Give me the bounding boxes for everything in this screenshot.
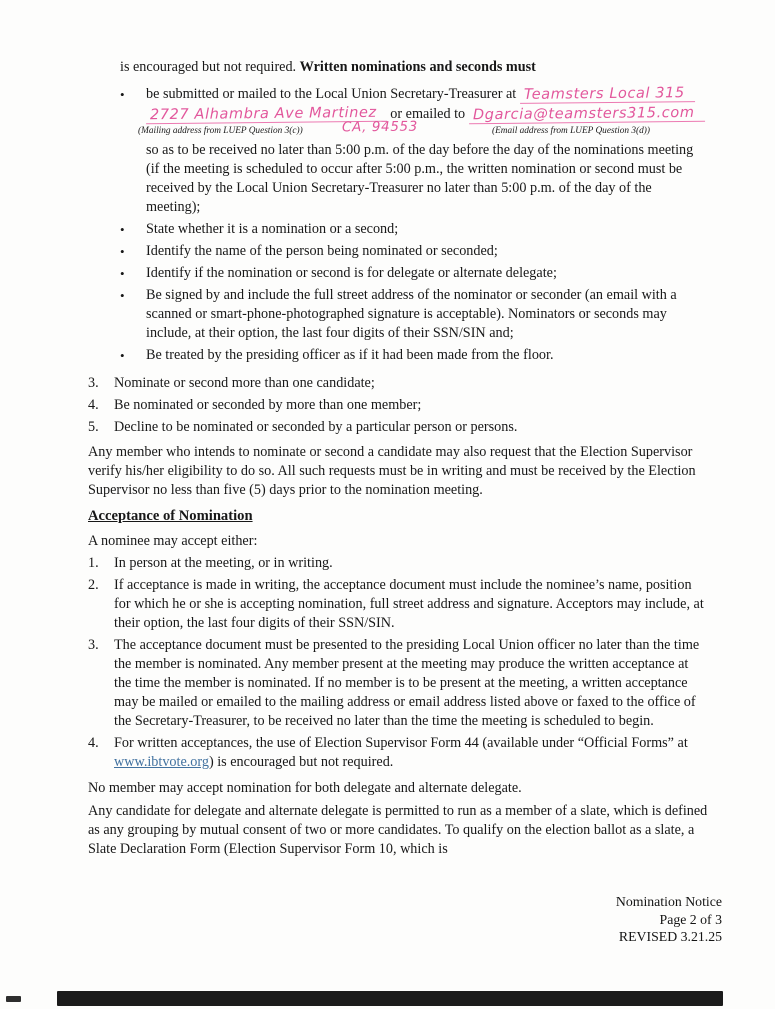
item-text: The acceptance document must be presented to the presiding Local Union officer no later than the time the member is nominated. Any member present at the meeting may produce the written acceptance at the time the member is nominated. If no member is to be present at the meeting, a written acceptance may be mailed or emailed to the mailing address or email address listed above or faxed to the office of the Secretary-Treasurer, to be received no later than the time the meeting is scheduled to begin. [114, 637, 700, 729]
accept-item-2 [88, 576, 775, 633]
document-body [0, 58, 775, 859]
bullet-treated-by-officer [120, 346, 775, 365]
bullet-state-nomination [120, 220, 775, 239]
item-text: Nominate or second more than one candidate; [114, 375, 375, 391]
item-number: 2. [88, 577, 99, 593]
bullet-icon: • [120, 348, 125, 363]
scan-artifact-dash [6, 996, 21, 1002]
accept-item-3 [88, 636, 775, 731]
bullet-text: Identify if the nomination or second is for delegate or alternate delegate; [146, 265, 557, 281]
email-address-field-label: (Email address from LUEP Question 3(d)) [492, 126, 650, 136]
paragraph-slate: Any candidate for delegate and alternate delegate is permitted to run as a member of a slate, which is defined as any grouping by mutual consent of two or more candidates. To qualify on the election ballot as a slate, a Slate Declaration Form (Election Supervisor Form 10, which is [88, 803, 708, 857]
item-number: 1. [88, 555, 99, 571]
paragraph-nominee-accept: A nominee may accept either: [88, 533, 258, 549]
bullet-identify-delegate [120, 264, 775, 283]
footer-revision-date: REVISED 3.21.25 [618, 929, 722, 944]
item-text: Decline to be nominated or seconded by a particular person or persons. [114, 419, 518, 435]
bullet-text: State whether it is a nomination or a second; [146, 221, 399, 237]
mailing-address-field-label: (Mailing address from LUEP Question 3(c)) [138, 126, 303, 136]
paragraph-no-member: No member may accept nomination for both delegate and alternate delegate. [88, 780, 522, 796]
scan-artifact-bar [57, 991, 723, 1006]
bullet-icon: • [120, 87, 125, 102]
written-bullet-line1 [146, 85, 766, 105]
page-footer [616, 893, 722, 946]
item-text: In person at the meeting, or in writing. [114, 555, 333, 571]
bullet-icon: • [120, 266, 125, 281]
accept-item-4 [88, 734, 775, 772]
accept-item-4-pre: For written acceptances, the use of Election Supervisor Form 44 (available under “Official Forms” at [114, 735, 688, 751]
item-text: Be nominated or seconded by more than one member; [114, 397, 422, 413]
accept-item-1 [88, 554, 775, 573]
bullet-text: Identify the name of the person being nominated or seconded; [146, 243, 498, 259]
bullet-written-submission [120, 85, 775, 217]
intro-line [120, 58, 775, 77]
ibtvote-link[interactable]: www.ibtvote.org [114, 754, 209, 770]
intro-bold-text: Written nominations and seconds must [299, 59, 536, 75]
bullet-icon: • [120, 288, 125, 303]
bullet-text: Be treated by the presiding officer as if it had been made from the floor. [146, 347, 554, 363]
numbered-item-4 [88, 396, 775, 415]
numbered-item-3 [88, 374, 775, 393]
intro-normal-text: is encouraged but not required. [120, 59, 300, 75]
written-bullet-mid: or emailed to [390, 106, 466, 122]
bullet-signed-address [120, 286, 775, 343]
written-bullet-tail: so as to be received no later than 5:00 p.m. of the day before the day of the nominations meeting (if the meeting is scheduled to occur after 5:00 p.m., the written nomination or second must be received by the Local Union Secretary-Treasurer no later than 5:00 p.m. of the day of the meeting); [146, 142, 694, 215]
footer-page-number: Page 2 of 3 [659, 911, 722, 927]
written-bullet-lead: be submitted or mailed to the Local Union Secretary-Treasurer at [146, 86, 517, 102]
item-number: 5. [88, 419, 99, 435]
item-text [114, 734, 706, 772]
paragraph-verify-eligibility: Any member who intends to nominate or second a candidate may also request that the Election Supervisor verify his/her eligibility to do so. All such requests must be in writing and must be received by the Election Supervisor no less than five (5) days prior to the nomination meeting. [88, 444, 696, 498]
handwritten-city-zip: CA, 94553 [341, 118, 418, 136]
bullet-icon: • [120, 222, 125, 237]
handwritten-email-address: Dgarcia@teamsters315.com [469, 106, 705, 124]
bullet-text: Be signed by and include the full street address of the nominator or seconder (an email with a scanned or smart-phone-photographed signature is acceptable). Nominators or seconds may include, at their option, the last four digits of their SSN/SIN and; [146, 287, 677, 341]
footer-doc-title: Nomination Notice [615, 894, 722, 909]
accept-item-4-post: ) is encouraged but not required. [208, 754, 394, 770]
section-heading-acceptance: Acceptance of Nomination [88, 508, 253, 524]
bullet-identify-name [120, 242, 775, 261]
item-text: If acceptance is made in writing, the acceptance document must include the nominee’s name, position for which he or she is accepting nomination, full street address and signature. Acceptors may include, at their option, the last four digits of their SSN/SIN. [114, 577, 704, 631]
numbered-item-5 [88, 418, 775, 437]
blank-field-labels [138, 118, 766, 138]
handwritten-mailing-address: 2727 Alhambra Ave Martinez [146, 106, 387, 125]
written-bullet-line2 [146, 105, 766, 125]
item-number: 4. [88, 397, 99, 413]
handwritten-union-name: Teamsters Local 315 [520, 86, 695, 104]
bullet-icon: • [120, 244, 125, 259]
item-number: 3. [88, 375, 99, 391]
item-number: 3. [88, 637, 99, 653]
item-number: 4. [88, 735, 99, 751]
